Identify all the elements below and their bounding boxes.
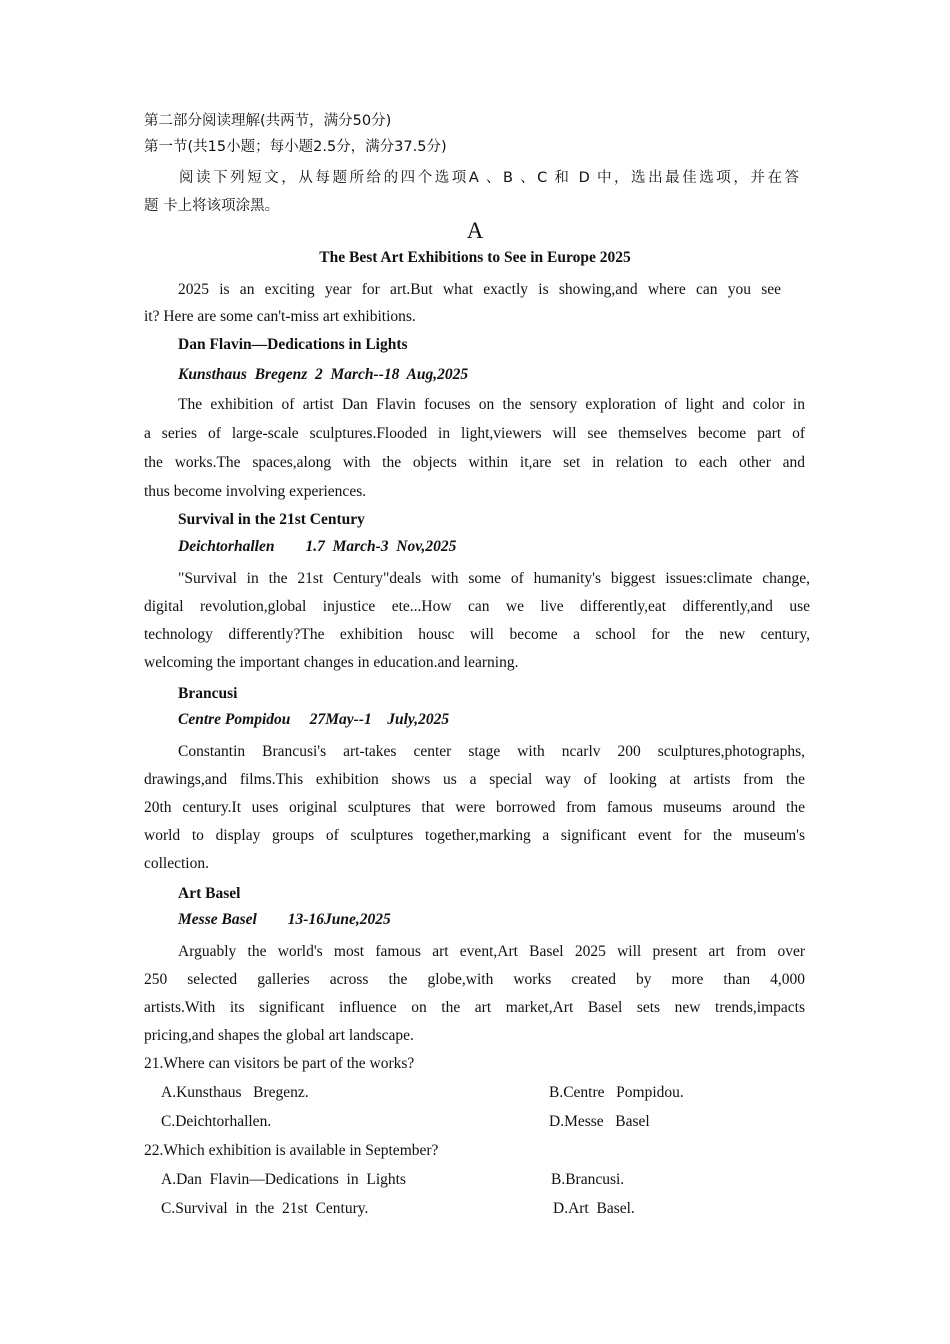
exhibition-name: Brancusi (178, 685, 238, 702)
exhibition-body-line: 250 selected galleries across the globe,with works created by more than 4,000 (144, 971, 805, 988)
exhibition-body-line: collection. (144, 855, 209, 872)
section-title: 第一节(共15小题；每小题2.5分，满分37.5分) (144, 139, 447, 155)
question-stem: 22.Which exhibition is available in September? (144, 1142, 439, 1159)
intro-line: it? Here are some can't-miss art exhibitions. (144, 308, 416, 325)
exhibition-venue-date: Messe Basel 13-16June,2025 (178, 911, 391, 928)
exhibition-venue-date: Centre Pompidou 27May--1 July,2025 (178, 711, 450, 728)
question-option: D.Art Basel. (553, 1200, 635, 1217)
exhibition-name: Survival in the 21st Century (178, 511, 365, 528)
exhibition-venue-date: Deichtorhallen 1.7 March-3 Nov,2025 (178, 538, 457, 555)
question-option: B.Brancusi. (551, 1171, 625, 1188)
exhibition-body-line: thus become involving experiences. (144, 483, 367, 500)
question-option: C.Deichtorhallen. (161, 1113, 272, 1130)
exhibition-body-line: world to display groups of sculptures together,marking a significant event for the museum's (144, 827, 805, 844)
exhibition-body-line: welcoming the important changes in education.and learning. (144, 654, 519, 671)
exhibition-body-line: pricing,and shapes the global art landscape. (144, 1027, 414, 1044)
question-option: B.Centre Pompidou. (549, 1084, 684, 1101)
part-title: 第二部分阅读理解(共两节，满分50分) (144, 113, 392, 129)
exhibition-body-line: Constantin Brancusi's art-takes center stage with ncarlv 200 sculptures,photographs, (178, 743, 805, 760)
exhibition-body-line: the works.The spaces,along with the objects within it,are set in relation to each other and (144, 454, 805, 471)
exhibition-name: Art Basel (178, 885, 241, 902)
question-stem: 21.Where can visitors be part of the works? (144, 1055, 415, 1072)
exhibition-body-line: 20th century.It uses original sculptures that were borrowed from famous museums around the (144, 799, 805, 816)
exhibition-venue-date: Kunsthaus Bregenz 2 March--18 Aug,2025 (178, 366, 469, 383)
exhibition-body-line: a series of large-scale sculptures.Flooded in light,viewers will see themselves become part of (144, 425, 805, 442)
question-option: C.Survival in the 21st Century. (161, 1200, 369, 1217)
intro-line: 2025 is an exciting year for art.But what exactly is showing,and where can you see (178, 281, 781, 298)
instruction-line-2: 题 卡上将该项涂黑。 (144, 198, 280, 214)
exhibition-body-line: drawings,and films.This exhibition shows us a special way of looking at artists from the (144, 771, 805, 788)
passage-title: The Best Art Exhibitions to See in Europe 2025 (319, 249, 631, 266)
exhibition-body-line: "Survival in the 21st Century"deals with some of humanity's biggest issues:climate change, (178, 570, 810, 587)
exhibition-name: Dan Flavin—Dedications in Lights (178, 336, 408, 353)
exhibition-body-line: technology differently?The exhibition housc will become a school for the new century, (144, 626, 810, 643)
exhibition-body-line: The exhibition of artist Dan Flavin focuses on the sensory exploration of light and color in (178, 396, 805, 413)
question-option: A.Kunsthaus Bregenz. (161, 1084, 309, 1101)
exhibition-body-line: digital revolution,global injustice ete...How can we live differently,eat differently,and use (144, 598, 810, 615)
question-option: D.Messe Basel (549, 1113, 650, 1130)
instruction-line-1: 阅读下列短文，从每题所给的四个选项A 、B 、C 和 D 中，选出最佳选项，并在答 (179, 170, 799, 186)
passage-letter: A (466, 218, 484, 243)
exhibition-body-line: artists.With its significant influence on the art market,Art Basel sets new trends,impacts (144, 999, 805, 1016)
question-option: A.Dan Flavin—Dedications in Lights (161, 1171, 406, 1188)
exhibition-body-line: Arguably the world's most famous art event,Art Basel 2025 will present art from over (178, 943, 805, 960)
